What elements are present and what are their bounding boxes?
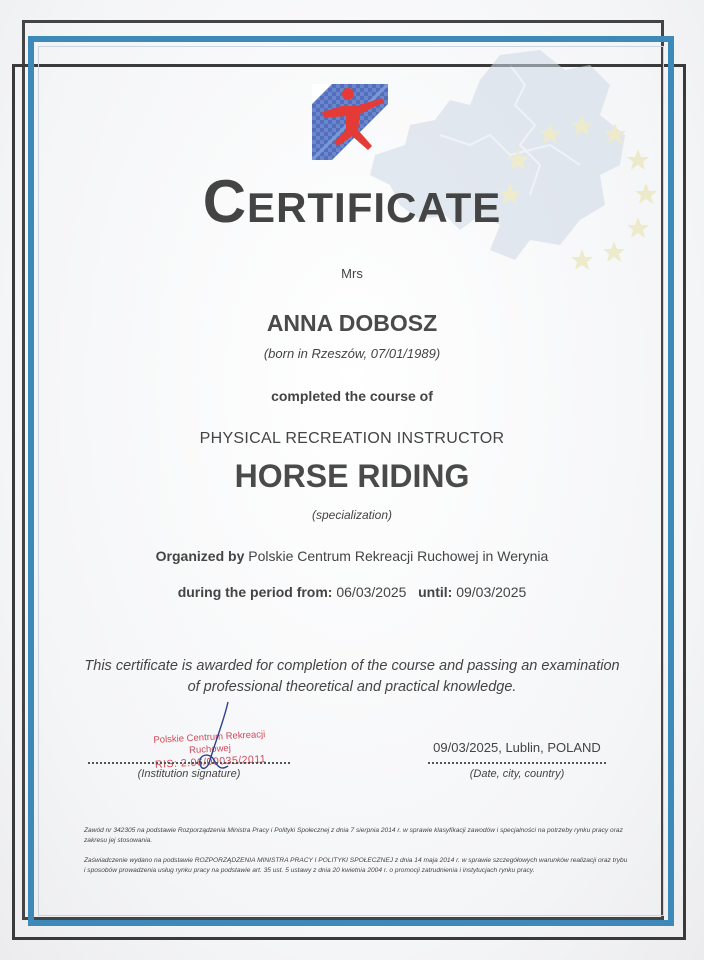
footnote-2: Zaświadczenie wydano na podstawie ROZPORZĄDZENIA MINISTRA PRACY I POLITYKI SPOŁECZNEJ z dnia 14 maja 2014 r. w sprawie szczegółowych warunków realizacji oraz trybu i sposobów prowadzenia usług rynku pracy na podstawie art. 35 ust. 5 ustawy z dnia 20 kwietnia 2004 r. o promocji zatrudnienia i instytucjach rynku pracy. <box>84 857 628 874</box>
signature-dotted-line <box>88 762 290 764</box>
institution-signature-block <box>88 730 290 790</box>
course-name: HORSE RIDING <box>234 458 470 494</box>
period-until-label: until: <box>418 584 453 600</box>
footnote-1: Zawód nr 342305 na podstawie Rozporządzenia Ministra Pracy i Polityki Społecznej z dnia 7 sierpnia 2014 r. w sprawie klasyfikacji zawodów i specjalności na potrzeby rynku pracy oraz zakresu jej stosowania. <box>84 827 623 844</box>
institution-signature-caption: (Institution signature) <box>137 768 241 780</box>
organizer-line <box>0 548 704 564</box>
stamp-line-1: Polskie Centrum Rekreacji Ruchowej <box>153 729 266 757</box>
certificate-title: Certificate <box>202 168 502 235</box>
profession: PHYSICAL RECREATION INSTRUCTOR <box>199 430 505 447</box>
period-from-label: during the period from: <box>177 584 333 600</box>
salutation: Mrs <box>341 266 363 281</box>
completed-text: completed the course of <box>271 388 433 404</box>
date-place-block <box>428 740 606 790</box>
date-place-caption: (Date, city, country) <box>469 768 565 780</box>
period-until: 09/03/2025 <box>456 584 527 600</box>
statement-line-2: of professional theoretical and practical knowledge. <box>187 679 517 695</box>
organized-label: Organized by <box>155 548 245 564</box>
statement-line-1: This certificate is awarded for completion of the course and passing an examination <box>84 658 620 674</box>
period-line <box>0 584 704 600</box>
organizer-name: Polskie Centrum Rekreacji Ruchowej in Werynia <box>248 548 549 564</box>
pcrr-logo-icon <box>312 84 388 160</box>
award-statement <box>0 656 704 698</box>
stamp-line-2: RIS: 2.06/00035/2011 <box>154 753 267 771</box>
birth-info: (born in Rzeszów, 07/01/1989) <box>263 346 441 361</box>
date-place-value: 09/03/2025, Lublin, POLAND <box>433 740 601 755</box>
recipient-name: ANNA DOBOSZ <box>266 310 438 336</box>
period-from: 06/03/2025 <box>336 584 407 600</box>
date-dotted-line <box>428 762 606 764</box>
specialization-label: (specialization) <box>311 508 393 522</box>
